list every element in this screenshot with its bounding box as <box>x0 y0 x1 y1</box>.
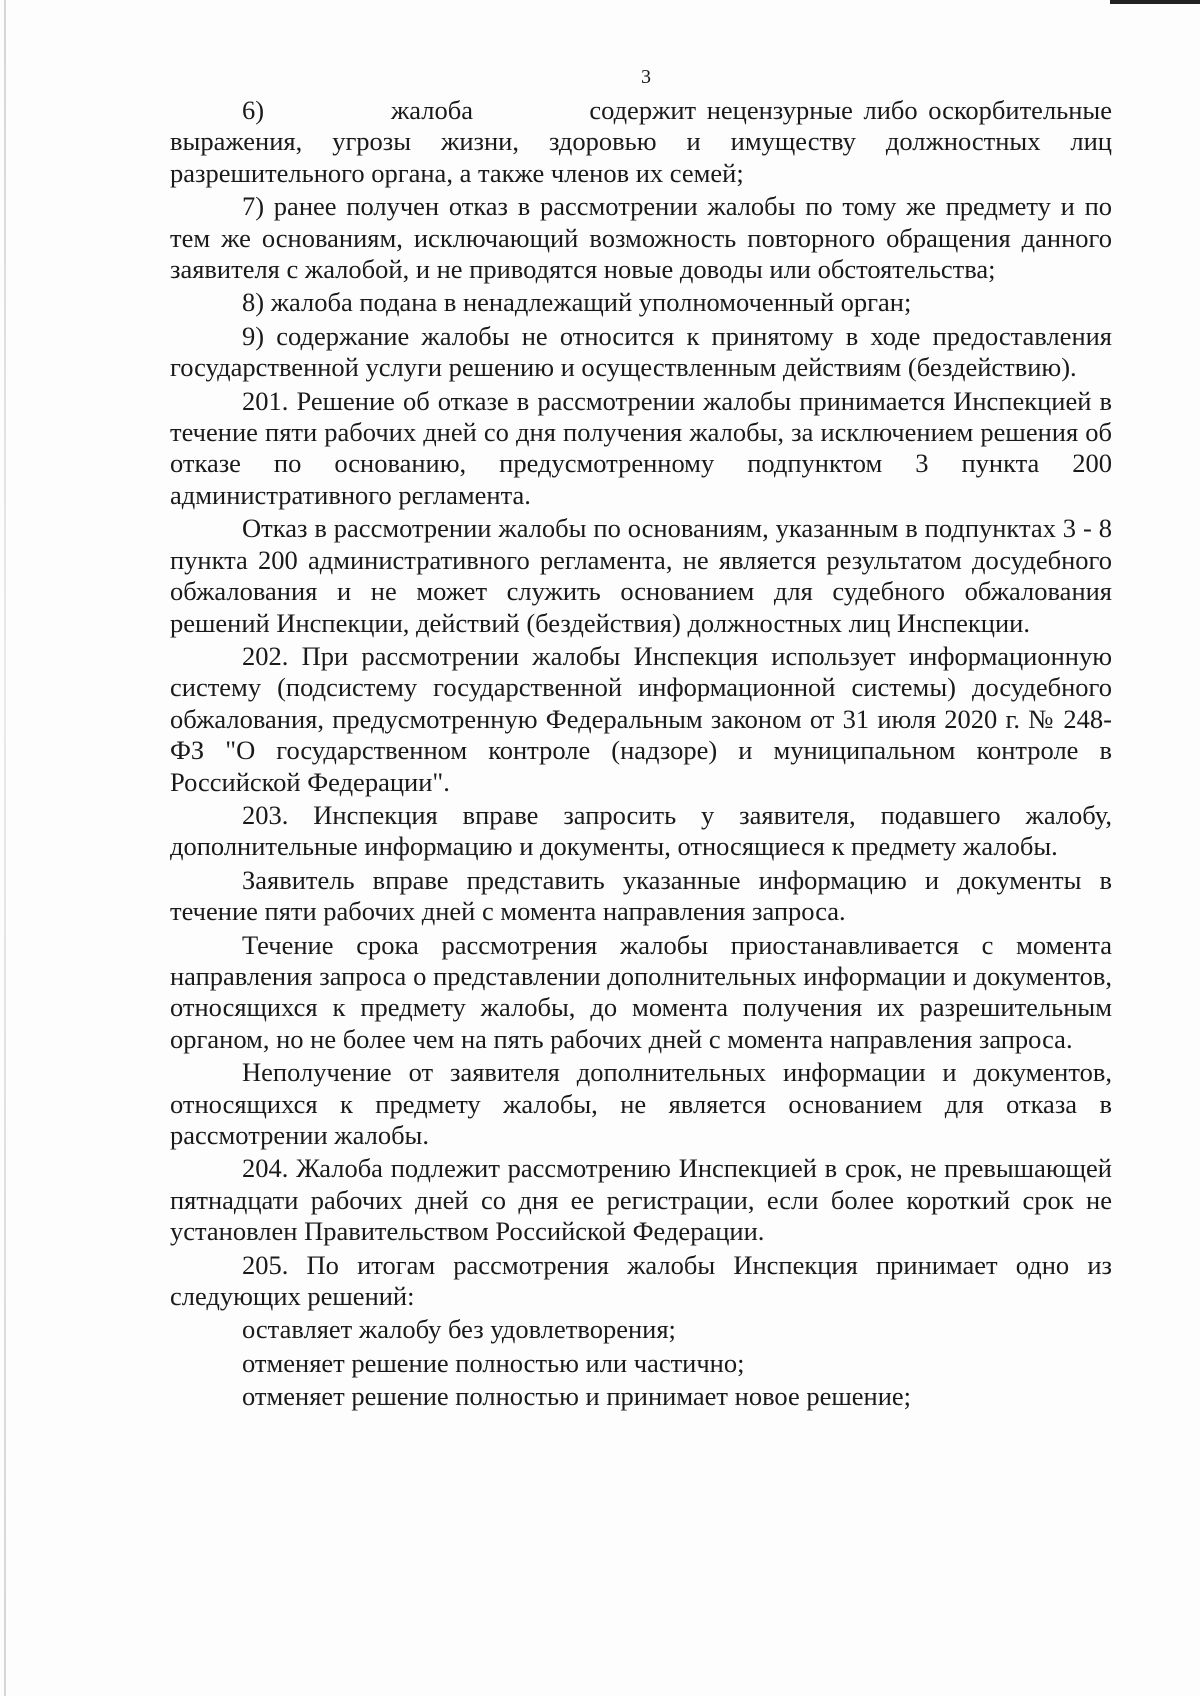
scan-edge-mark <box>1110 0 1200 4</box>
decision-list-item: отменяет решение полностью и принимает новое решение; <box>242 1381 912 1412</box>
paragraph-item-9: 9) содержание жалобы не относится к принятому в ходе предоставления государственной услуги решению и осуществленным действиям (бездействию). <box>170 320 1112 383</box>
paragraph-204: 204. Жалоба подлежит рассмотрению Инспекцией в срок, не превышающей пятнадцати рабочих дней со дня ее регистрации, если более короткий срок не установлен Правительством Российской Федерации. <box>170 1153 1112 1247</box>
paragraph-item-7: 7) ранее получен отказ в рассмотрении жалобы по тому же предмету и по тем же основаниям, исключающий возможность повторного обращения данного заявителя с жалобой, и не приводятся новые доводы или обстоятельства; <box>170 191 1112 285</box>
paragraph-term-suspension: Течение срока рассмотрения жалобы приостанавливается с момента направления запроса о представлении дополнительных информации и документов, относящихся к предмету жалобы, до момента получения их разрешительным органом, но не более чем на пять рабочих дней с момента направления запроса. <box>170 929 1112 1054</box>
paragraph-refusal-grounds: Отказ в рассмотрении жалобы по основаниям, указанным в подпунктах 3 - 8 пункта 200 административного регламента, не является результатом досудебного обжалования и не может служить основанием для судебного обжалования решений Инспекции, действий (бездействия) должностных лиц Инспекции. <box>170 513 1112 638</box>
decision-list-item: отменяет решение полностью или частично; <box>242 1347 745 1378</box>
paragraph-applicant-right: Заявитель вправе представить указанные информацию и документы в течение пяти рабочих дней с момента направления запроса. <box>170 864 1112 927</box>
paragraph-205: 205. По итогам рассмотрения жалобы Инспекция принимает одно из следующих решений: <box>170 1249 1112 1312</box>
document-body <box>170 95 1112 1415</box>
paragraph-non-receipt: Неполучение от заявителя дополнительных информации и документов, относящихся к предмету жалобы, не является основанием для отказа в рассмотрении жалобы. <box>170 1057 1112 1150</box>
scan-binding-edge <box>4 0 6 1696</box>
page-number: 3 <box>641 66 651 88</box>
paragraph-203: 203. Инспекция вправе запросить у заявителя, подавшего жалобу, дополнительные информацию и документы, относящиеся к предмету жалобы. <box>170 799 1112 862</box>
decision-list-item: оставляет жалобу без удовлетворения; <box>242 1314 676 1345</box>
paragraph-202: 202. При рассмотрении жалобы Инспекция использует информационную систему (подсистему государственной информационной системы) досудебного обжалования, предусмотренную Федеральным законом от 31 июля 2020 г. № 248-ФЗ "О государственном контроле (надзоре) и муниципальном контроле в Российской Федерации". <box>170 640 1112 797</box>
paragraph-item-6: 6) жалоба содержит нецензурные либо оскорбительные выражения, угрозы жизни, здоровью и имуществу должностных лиц разрешительного органа, а также членов их семей; <box>170 95 1112 188</box>
paragraph-201: 201. Решение об отказе в рассмотрении жалобы принимается Инспекцией в течение пяти рабочих дней со дня получения жалобы, за исключением решения об отказе по основанию, предусмотренному подпунктом 3 пункта 200 административного регламента. <box>170 385 1112 510</box>
paragraph-item-8: 8) жалоба подана в ненадлежащий уполномоченный орган; <box>242 287 912 318</box>
